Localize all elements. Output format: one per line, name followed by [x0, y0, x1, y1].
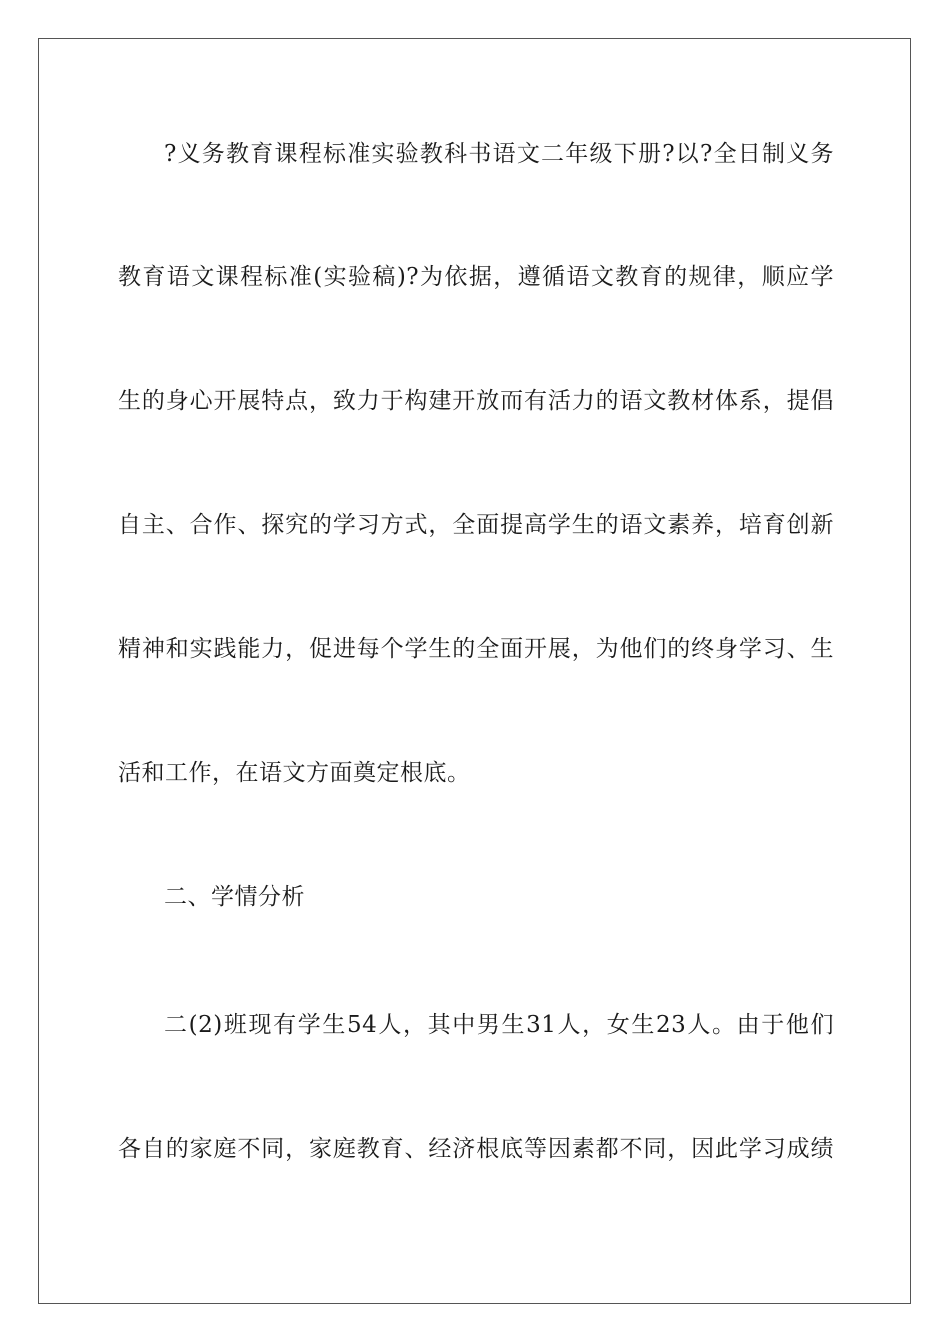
paragraph-1-line-5: 精神和实践能力，促进每个学生的全面开展，为他们的终身学习、生	[118, 636, 834, 662]
section-heading: 二、学情分析	[164, 884, 305, 910]
paragraph-2-line-2: 各自的家庭不同，家庭教育、经济根底等因素都不同，因此学习成绩	[118, 1136, 834, 1162]
paragraph-1-line-6: 活和工作，在语文方面奠定根底。	[118, 760, 471, 786]
paragraph-2-line-1: 二(2)班现有学生54人，其中男生31人，女生23人。由于他们	[164, 1012, 834, 1038]
page-border	[38, 38, 911, 1304]
paragraph-1-line-2: 教育语文课程标准(实验稿)?为依据，遵循语文教育的规律，顺应学	[118, 264, 834, 290]
paragraph-1-line-1: ?义务教育课程标准实验教科书语文二年级下册?以?全日制义务	[164, 141, 834, 167]
paragraph-1-line-4: 自主、合作、探究的学习方式，全面提高学生的语文素养，培育创新	[118, 512, 834, 538]
paragraph-1-line-3: 生的身心开展特点，致力于构建开放而有活力的语文教材体系，提倡	[118, 388, 834, 414]
